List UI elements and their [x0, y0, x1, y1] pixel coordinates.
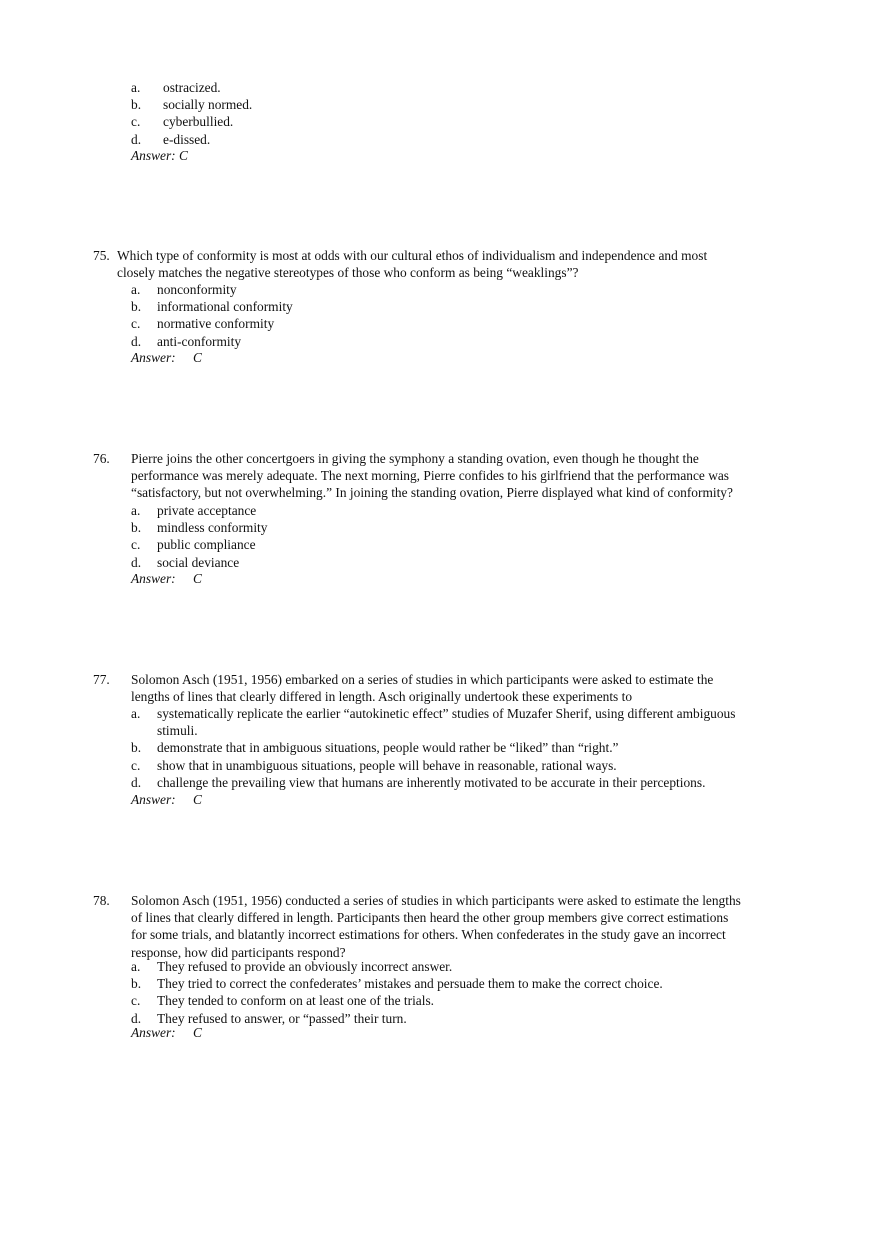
option-letter: a. [131, 706, 141, 721]
q75-stem [117, 247, 707, 281]
q77-answer [131, 791, 202, 808]
answer-label: Answer: [131, 1025, 176, 1040]
stem-line: lengths of lines that clearly differed in length. Asch originally undertook these experiments to [131, 689, 633, 705]
option-letter: b. [131, 520, 142, 536]
option-text: They tried to correct the confederates’ mistakes and persuade them to make the correct choice. [157, 976, 663, 992]
q77-stem [131, 671, 713, 705]
stem-line: Solomon Asch (1951, 1956) embarked on a series of studies in which participants were asked to estimate the [131, 672, 714, 687]
option-letter: c. [131, 114, 141, 130]
answer-label: Answer: [131, 148, 176, 163]
option-letter: d. [131, 1010, 142, 1026]
q75-option-a [131, 281, 831, 298]
option-text: socially normed. [163, 97, 253, 113]
stem-line: for some trials, and blatantly incorrect estimations for others. When confederates in the study gave an incorrect [131, 927, 726, 943]
option-text: public compliance [157, 537, 256, 553]
option-text: They refused to answer, or “passed” their turn. [157, 1010, 407, 1026]
answer-label: Answer: [131, 792, 176, 807]
option-letter: b. [131, 740, 142, 756]
q76-option-c [131, 536, 831, 553]
stem-line: closely matches the negative stereotypes of those who conform as being “weaklings”? [117, 265, 579, 281]
option-letter: c. [131, 537, 141, 553]
option-letter: a. [131, 503, 141, 518]
q78-option-d [131, 1010, 831, 1027]
q78-option-b [131, 975, 831, 992]
q76-option-a [131, 502, 831, 519]
q74-option-c [131, 113, 831, 130]
q77-option-a [131, 705, 831, 739]
option-text [157, 705, 735, 739]
option-letter: c. [131, 757, 141, 773]
q76-option-b [131, 519, 831, 536]
answer-label: Answer: [131, 350, 176, 365]
q76-options [131, 502, 831, 571]
q78-number: 78. [93, 893, 110, 908]
option-text: demonstrate that in ambiguous situations, people would rather be “liked” than “right.” [157, 740, 619, 756]
q76-number: 76. [93, 451, 110, 466]
q74-option-b [131, 96, 831, 113]
option-text: They tended to conform on at least one of the trials. [157, 993, 435, 1009]
q78-stem [131, 892, 741, 961]
option-text: private acceptance [157, 503, 257, 518]
q75-number: 75. [93, 248, 110, 263]
option-text: show that in unambiguous situations, people will behave in reasonable, rational ways. [157, 757, 617, 773]
q77-number: 77. [93, 672, 110, 687]
q75-option-c [131, 315, 831, 332]
answer-value: C [193, 350, 202, 365]
option-letter: b. [131, 97, 142, 113]
option-text: challenge the prevailing view that humans are inherently motivated to be accurate in their perceptions. [157, 774, 706, 790]
q76-answer [131, 570, 202, 587]
q74-options [131, 79, 831, 148]
q78-option-c [131, 992, 831, 1009]
answer-value: C [193, 792, 202, 807]
option-letter: a. [131, 959, 141, 974]
stem-line: Pierre joins the other concertgoers in giving the symphony a standing ovation, even though he thought the [131, 451, 699, 466]
option-letter: a. [131, 80, 141, 95]
option-letter: d. [131, 333, 142, 349]
option-text: ostracized. [163, 80, 221, 95]
option-text-line: stimuli. [157, 723, 198, 739]
stem-line: “satisfactory, but not overwhelming.” In joining the standing ovation, Pierre displayed what kind of conformity? [131, 485, 733, 501]
option-text: cyberbullied. [163, 114, 234, 130]
option-text: social deviance [157, 554, 240, 570]
q74-option-d [131, 131, 831, 148]
q74-option-a [131, 79, 831, 96]
answer-label: Answer: [131, 571, 176, 586]
answer-value: C [193, 571, 202, 586]
q77-option-d [131, 774, 831, 791]
option-letter: c. [131, 316, 141, 332]
option-text: e-dissed. [163, 131, 211, 147]
option-letter: b. [131, 976, 142, 992]
q75-options [131, 281, 831, 350]
option-text-line: systematically replicate the earlier “autokinetic effect” studies of Muzafer Sherif, using different ambiguous [157, 706, 736, 721]
stem-line: Which type of conformity is most at odds with our cultural ethos of individualism and independence and most [117, 248, 708, 263]
q75-option-b [131, 298, 831, 315]
option-letter: c. [131, 993, 141, 1009]
q76-stem [131, 450, 733, 502]
option-letter: d. [131, 774, 142, 790]
stem-line: of lines that clearly differed in length. Participants then heard the other group members give correct estimations [131, 910, 729, 926]
answer-value: C [193, 1025, 202, 1040]
option-text: nonconformity [157, 282, 237, 297]
q78-answer [131, 1024, 202, 1041]
q77-option-c [131, 757, 831, 774]
q75-answer [131, 349, 202, 366]
answer-value: C [179, 148, 188, 163]
q76-option-d [131, 554, 831, 571]
option-text: They refused to provide an obviously incorrect answer. [157, 959, 453, 974]
q78-option-a [131, 958, 831, 975]
option-text: normative conformity [157, 316, 275, 332]
option-letter: d. [131, 554, 142, 570]
option-letter: d. [131, 131, 142, 147]
stem-line: Solomon Asch (1951, 1956) conducted a series of studies in which participants were asked to estimate the lengths [131, 893, 741, 908]
option-letter: a. [131, 282, 141, 297]
stem-line: response, how did participants respond? [131, 944, 346, 960]
q75-option-d [131, 333, 831, 350]
option-letter: b. [131, 299, 142, 315]
q74-answer [131, 147, 188, 164]
q77-option-b [131, 739, 831, 756]
q78-options [131, 958, 831, 1027]
stem-line: performance was merely adequate. The next morning, Pierre confides to his girlfriend that the performance was [131, 468, 730, 484]
q77-options [131, 705, 831, 791]
option-text: anti-conformity [157, 333, 242, 349]
option-text: mindless conformity [157, 520, 268, 536]
option-text: informational conformity [157, 299, 293, 315]
